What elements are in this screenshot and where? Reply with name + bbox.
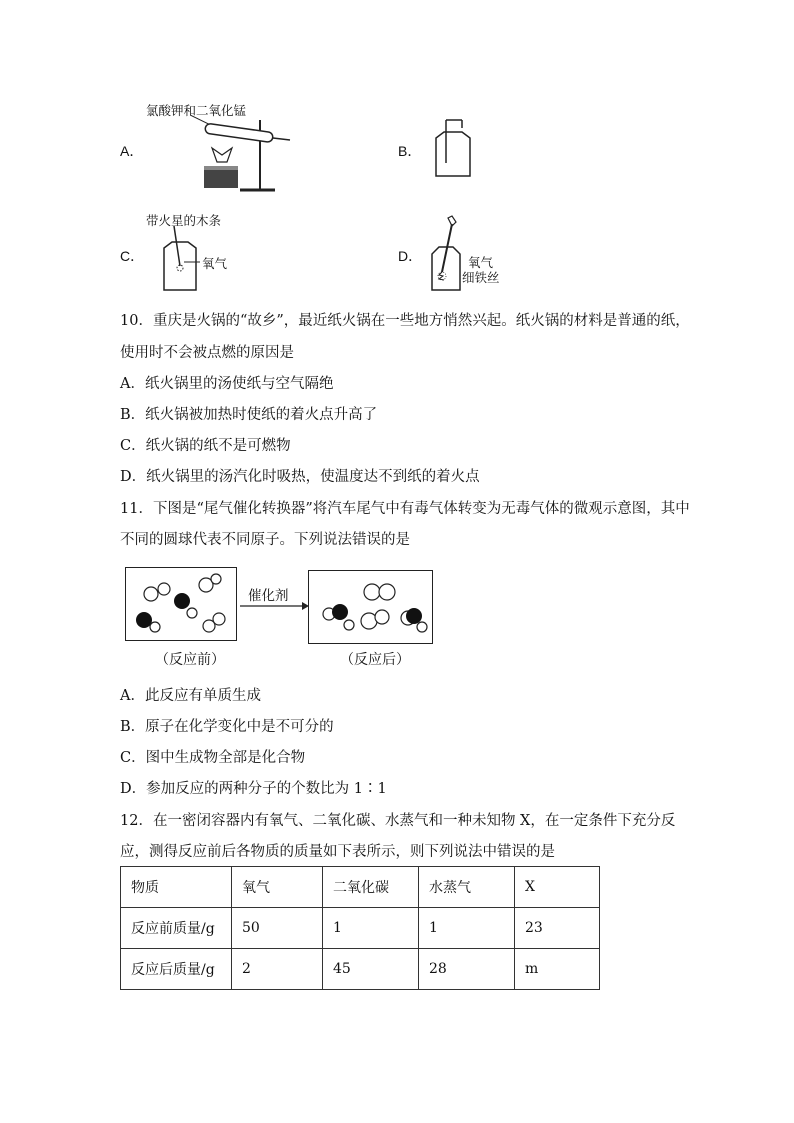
iron-wire-burning-apparatus [428, 214, 464, 294]
before-caption: （反应前） [155, 652, 225, 668]
oxygen-bottle-splint-apparatus [160, 226, 200, 294]
q10-stem-line-1: 10．重庆是火锅的“故乡”，最近纸火锅在一些地方悄然兴起。纸火锅的材料是普通的纸， [120, 313, 690, 329]
table-cell: 45 [323, 949, 419, 990]
reaction-arrow [240, 600, 310, 612]
q12-stem-line-2: 应，测得反应前后各物质的质量如下表所示，则下列说法中错误的是 [120, 844, 555, 860]
after-reaction-box [308, 570, 433, 644]
before-reaction-box [125, 567, 237, 641]
q10-option-c[interactable]: C．纸火锅的纸不是可燃物 [120, 438, 291, 454]
table-header-row [121, 867, 600, 908]
catalyst-label: 催化剂 [248, 588, 289, 604]
apparatus-c-label: 带火星的木条 [146, 213, 222, 228]
q11-option-a[interactable]: A．此反应有单质生成 [120, 688, 261, 704]
q10-option-b[interactable]: B．纸火锅被加热时使纸的着火点升高了 [120, 407, 378, 423]
gas-bottle-apparatus [428, 118, 478, 180]
table-row [121, 949, 600, 990]
table-header-cell: X [515, 867, 600, 908]
q11-stem-line-2: 不同的圆球代表不同原子。下列说法错误的是 [120, 532, 410, 548]
option-b-label[interactable]: B． [398, 143, 422, 159]
q11-option-d[interactable]: D．参加反应的两种分子的个数比为 1∶1 [120, 781, 387, 797]
table-cell: 50 [232, 908, 323, 949]
after-caption: （反应后） [340, 652, 410, 668]
table-header-cell: 物质 [121, 867, 232, 908]
table-row [121, 908, 600, 949]
table-cell: 2 [232, 949, 323, 990]
option-c-label[interactable]: C． [120, 248, 145, 264]
table-header-cell: 水蒸气 [419, 867, 515, 908]
q10-option-d[interactable]: D．纸火锅里的汤汽化时吸热，使温度达不到纸的着火点 [120, 469, 480, 485]
before-molecules [126, 568, 236, 640]
mass-table [120, 866, 600, 990]
table-cell: 1 [419, 908, 515, 949]
option-d-label[interactable]: D． [398, 248, 423, 264]
table-cell: m [515, 949, 600, 990]
q11-option-c[interactable]: C．图中生成物全部是化合物 [120, 750, 306, 766]
table-cell: 1 [323, 908, 419, 949]
apparatus-a-label: 氯酸钾和二氧化锰 [146, 103, 247, 118]
table-cell: 23 [515, 908, 600, 949]
option-a-label[interactable]: A． [120, 143, 144, 159]
table-cell: 28 [419, 949, 515, 990]
q11-stem-line-1: 11．下图是“尾气催化转换器”将汽车尾气中有毒气体转变为无毒气体的微观示意图，其中 [120, 501, 690, 517]
after-molecules [309, 571, 432, 643]
table-cell: 反应后质量/g [121, 949, 232, 990]
iron-wire-label: 细铁丝 [462, 270, 500, 285]
q10-stem-line-2: 使用时不会被点燃的原因是 [120, 345, 294, 361]
table-header-cell: 二氧化碳 [323, 867, 419, 908]
q10-option-a[interactable]: A．纸火锅里的汤使纸与空气隔绝 [120, 376, 334, 392]
table-cell: 反应前质量/g [121, 908, 232, 949]
q11-option-b[interactable]: B．原子在化学变化中是不可分的 [120, 719, 334, 735]
oxygen-label-c: 氧气 [202, 256, 228, 271]
q12-stem-line-1: 12．在一密闭容器内有氧气、二氧化碳、水蒸气和一种未知物 X，在一定条件下充分反 [120, 813, 676, 829]
oxygen-label-d: 氧气 [468, 255, 494, 270]
table-header-cell: 氧气 [232, 867, 323, 908]
heating-test-tube-apparatus [190, 110, 300, 195]
